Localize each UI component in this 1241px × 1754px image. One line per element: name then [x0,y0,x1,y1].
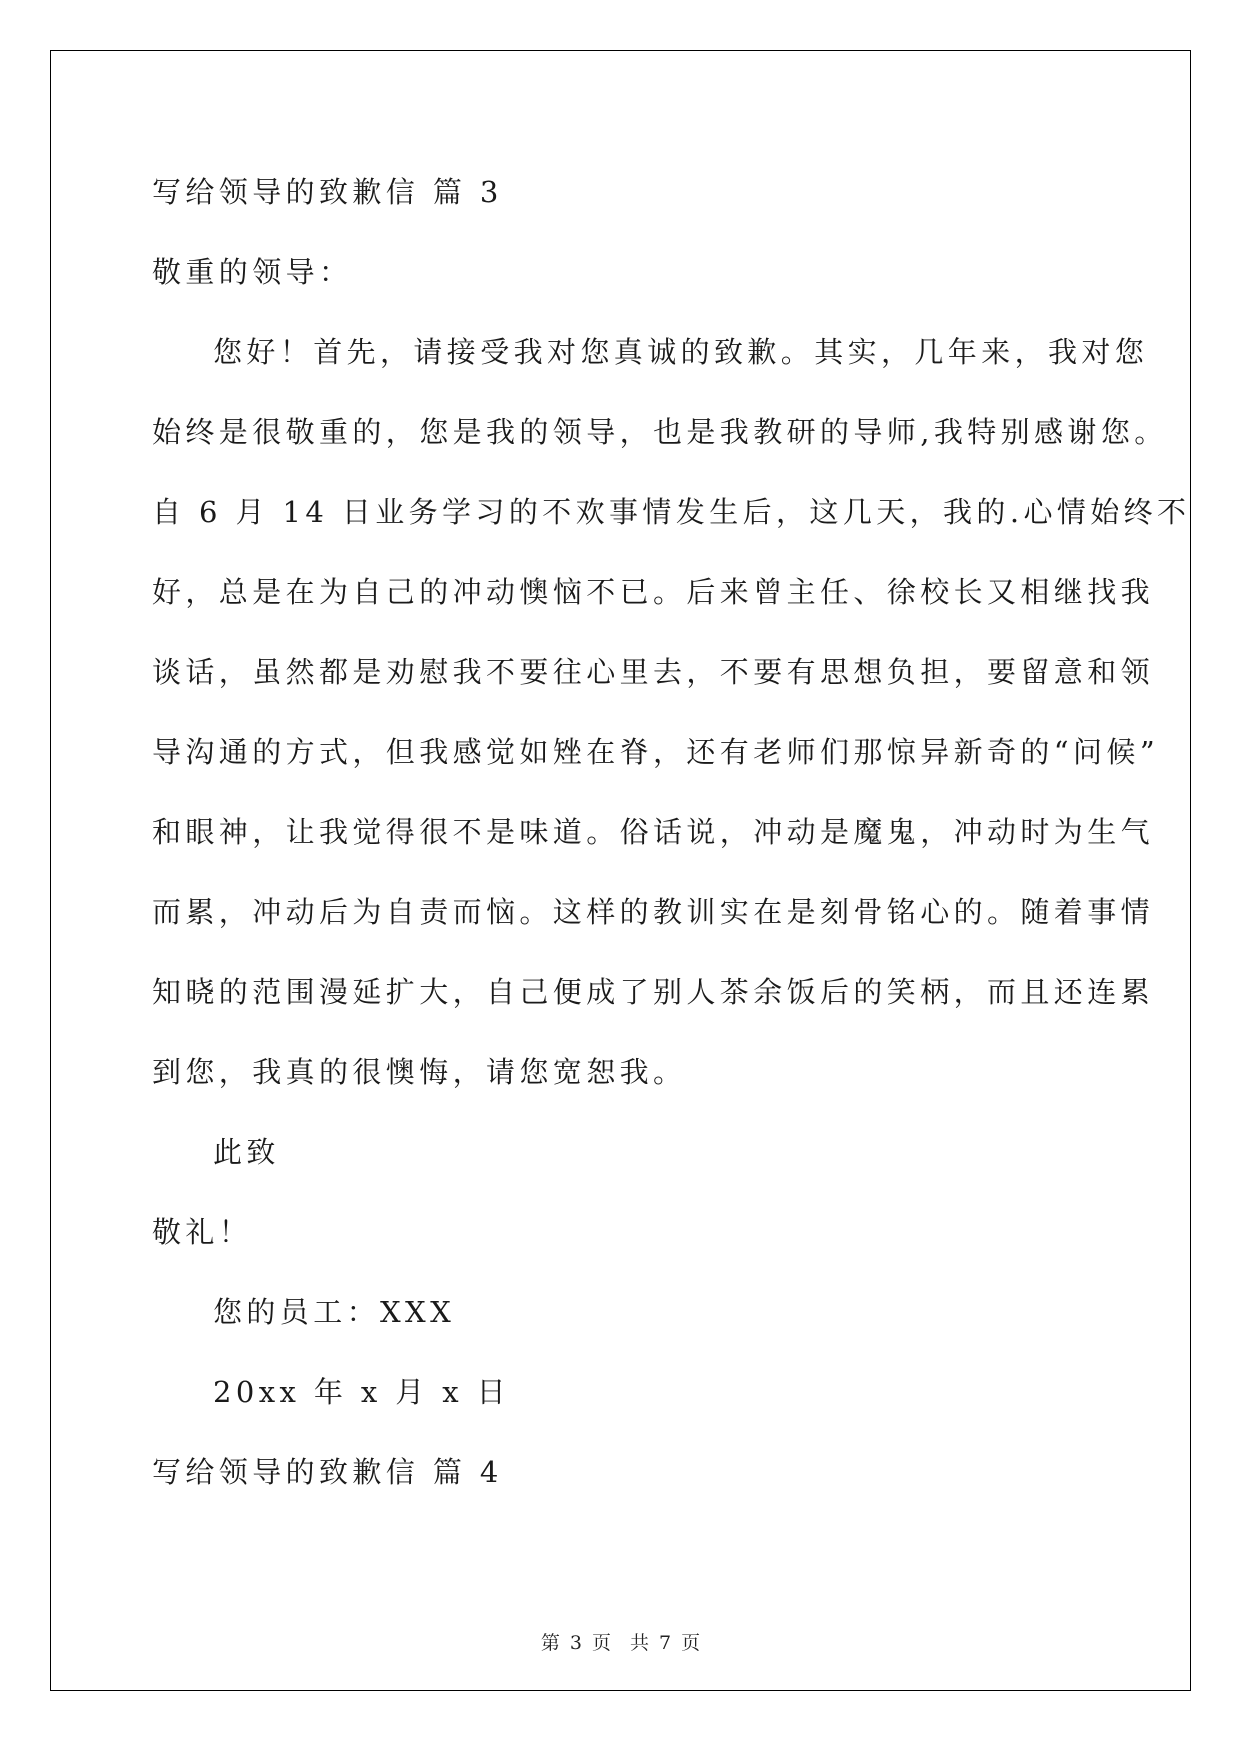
body-line: 到您，我真的很懊悔，请您宽恕我。 [152,1055,687,1089]
body-line: 好，总是在为自己的冲动懊恼不已。后来曾主任、徐校长又相继找我 [152,575,1155,609]
body-line: 和眼神，让我觉得很不是味道。俗话说，冲动是魔鬼，冲动时为生气 [152,815,1155,849]
signature: 您的员工：XXX [213,1295,456,1329]
body-line: 导沟通的方式，但我感觉如矬在脊，还有老师们那惊异新奇的“问候” [152,735,1160,769]
section-heading: 写给领导的致歉信 篇 3 [152,175,503,209]
salutation: 敬重的领导： [152,255,353,289]
body-line: 谈话，虽然都是劝慰我不要往心里去，不要有思想负担，要留意和领 [152,655,1155,689]
body-line: 始终是很敬重的，您是我的领导，也是我教研的导师,我特别感谢您。 [152,415,1168,449]
closing-line: 此致 [213,1135,280,1169]
body-line: 您好！首先，请接受我对您真诚的致歉。其实，几年来，我对您 [213,335,1149,369]
closing-salute: 敬礼！ [152,1215,253,1249]
body-line: 自 6 月 14 日业务学习的不欢事情发生后，这几天，我的.心情始终不 [152,495,1191,529]
body-line: 知晓的范围漫延扩大，自己便成了别人茶余饭后的笑柄，而且还连累 [152,975,1155,1009]
date: 20xx 年 x 月 x 日 [213,1375,511,1409]
page-border [50,50,1191,1691]
page-indicator: 第 3 页 共 7 页 [540,1632,701,1654]
section-heading-next: 写给领导的致歉信 篇 4 [152,1455,503,1489]
body-line: 而累，冲动后为自责而恼。这样的教训实在是刻骨铭心的。随着事情 [152,895,1155,929]
